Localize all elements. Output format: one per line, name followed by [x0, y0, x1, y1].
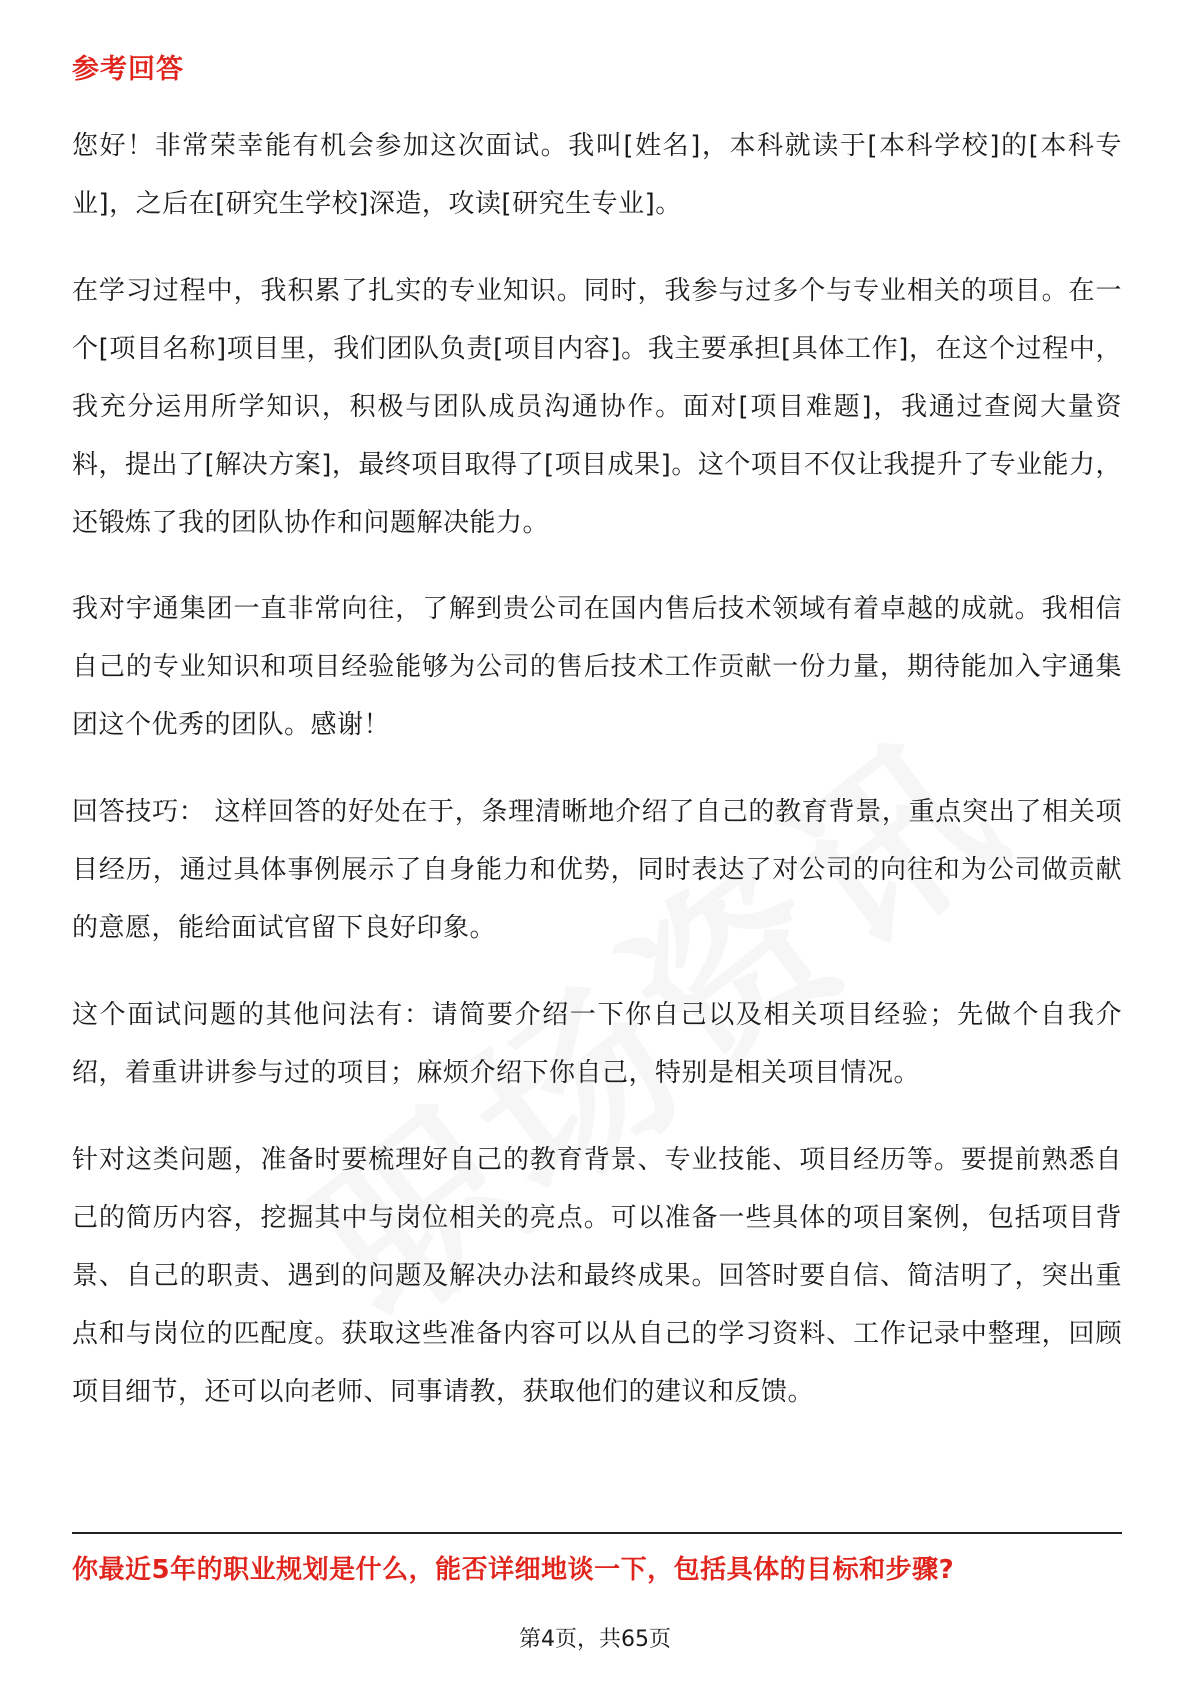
section-heading: 参考回答 [72, 54, 184, 85]
alternative-questions-paragraph: 这个面试问题的其他问法有：请简要介绍一下你自己以及相关项目经验；先做个自我介绍，着重讲讲参与过的项目；麻烦介绍下你自己，特别是相关项目情况。 [72, 1000, 1122, 1088]
next-question-heading: 你最近5年的职业规划是什么，能否详细地谈一下，包括具体的目标和步骤? [72, 1555, 955, 1585]
answer-tips-paragraph: 回答技巧： 这样回答的好处在于，条理清晰地介绍了自己的教育背景，重点突出了相关项目经历，通过具体事例展示了自身能力和优势，同时表达了对公司的向往和为公司做贡献的意愿，能给面试官留下良好印象。 [72, 797, 1122, 943]
answer-paragraph-intro: 您好！非常荣幸能有机会参加这次面试。我叫[姓名]，本科就读于[本科学校]的[本科专业]，之后在[研究生学校]深造，攻读[研究生专业]。 [72, 131, 1122, 219]
preparation-advice-paragraph: 针对这类问题，准备时要梳理好自己的教育背景、专业技能、项目经历等。要提前熟悉自己的简历内容，挖掘其中与岗位相关的亮点。可以准备一些具体的项目案例，包括项目背景、自己的职责、遇到的问题及解决办法和最终成果。回答时要自信、简洁明了，突出重点和与岗位的匹配度。获取这些准备内容可以从自己的学习资料、工作记录中整理，回顾项目细节，还可以向老师、同事请教，获取他们的建议和反馈。 [72, 1145, 1122, 1407]
section-divider [72, 1532, 1122, 1534]
answer-paragraph-projects: 在学习过程中，我积累了扎实的专业知识。同时，我参与过多个与专业相关的项目。在一个[项目名称]项目里，我们团队负责[项目内容]。我主要承担[具体工作]，在这个过程中，我充分运用所学知识，积极与团队成员沟通协作。面对[项目难题]，我通过查阅大量资料，提出了[解决方案]，最终项目取得了[项目成果]。这个项目不仅让我提升了专业能力，还锻炼了我的团队协作和问题解决能力。 [72, 276, 1122, 538]
page-number: 第4页，共65页 [519, 1627, 671, 1652]
answer-paragraph-company: 我对宇通集团一直非常向往，了解到贵公司在国内售后技术领域有着卓越的成就。我相信自己的专业知识和项目经验能够为公司的售后技术工作贡献一份力量，期待能加入宇通集团这个优秀的团队。感谢！ [72, 594, 1122, 740]
